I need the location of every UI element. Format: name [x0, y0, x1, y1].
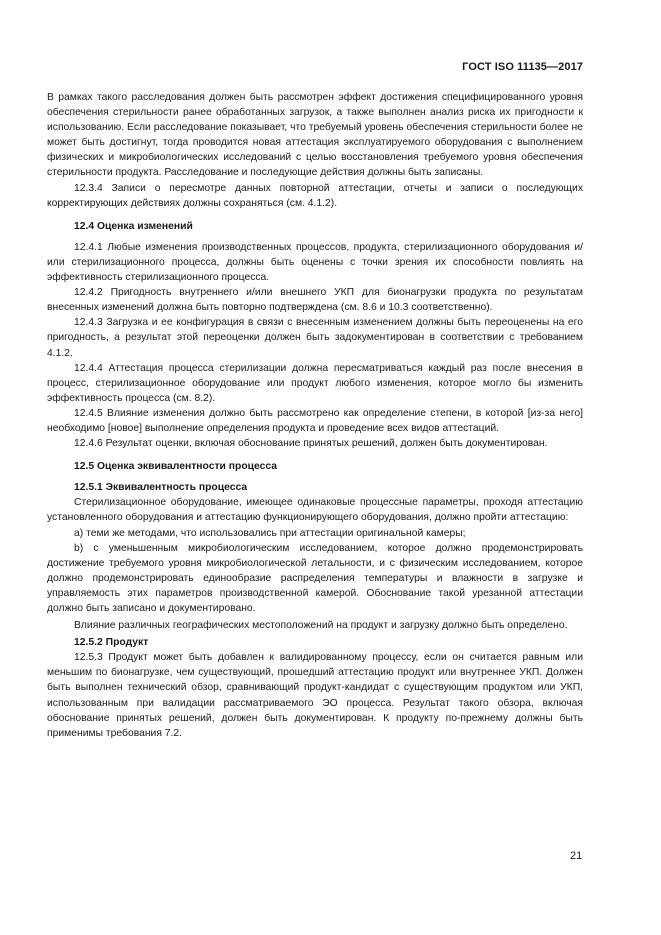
paragraph-equipment: Стерилизационное оборудование, имеющее одинаковые процессные параметры, проходя аттестацию установленного оборудования и аттестацию функционирующего оборудования, должно пройти аттестацию:	[47, 497, 583, 524]
list-item-b: b) с уменьшенным микробиологическим исследованием, которое должно продемонстрировать достижение требуемого уровня микробиологической летальности, и с физическим исследованием, которое должно продемонстрировать единообразие распределения температуры и влажности в загрузке и управляемость этих параметров производственной камерой. Обоснование такой урезанной аттестации должно быть записано и документировано.	[47, 542, 583, 614]
paragraph-12-4-3: 12.4.3 Загрузка и ее конфигурация в связи с внесенным изменением должны быть переоценены на его пригодность, а результат этой переоценки должен быть задокументирован в соответствии с требованием 4.1.2.	[47, 317, 583, 359]
paragraph-12-3-4: 12.3.4 Записи о пересмотре данных повторной аттестации, отчеты и записи о последующих корректирующих действиях должны сохраняться (см. 4.1.2).	[47, 182, 583, 209]
page-number: 21	[570, 850, 583, 862]
subsection-heading-12-5-1: 12.5.1 Эквивалентность процесса	[74, 482, 248, 494]
paragraph-investigation: В рамках такого расследования должен быть рассмотрен эффект достижения специфицированного уровня обеспечения стерильности ранее обработанных загрузок, а также выполнен анализ риска их пригодности к использованию. Если расследование показывает, что требуемый уровень обеспечения стерильности более не может быть достигнут, тогда проводится новая аттестация эксплуатируемого оборудования с выполнением физических и микробиологических исследований с целью восстановления требуемого уровня обеспечения стерильности продукта. Расследование и последующие действия должны быть записаны.	[47, 92, 583, 179]
paragraph-12-5-3: 12.5.3 Продукт может быть добавлен к валидированному процессу, если он считается равным или меньшим по бионагрузке, чем существующий, прошедший аттестацию продукт или внутреннее УКП. Должен быть выполнен технический обзор, сравнивающий продукт-кандидат с существующим продуктом или УКП, использованным при валидации рассматриваемого ЭО процесса. Результат такого обзора, включая обоснование принятых решений, должен быть документирован. К продукту по-прежнему должны быть применимы требования 7.2.	[47, 652, 583, 739]
document-body	[47, 90, 583, 741]
standard-designation: ГОСТ ISO 11135—2017	[462, 61, 583, 73]
list-item-a: a) теми же методами, что использовались при аттестации оригинальной камеры;	[74, 527, 466, 539]
paragraph-12-4-5: 12.4.5 Влияние изменения должно быть рассмотрено как определение степени, в которой [из-за него] необходимо [новое] выполнение определения продукта и проведение всех видов аттестаций.	[47, 407, 583, 434]
subsection-heading-12-5-2: 12.5.2 Продукт	[74, 637, 149, 649]
paragraph-geography: Влияние различных географических местоположений на продукт и загрузку должно быть определено.	[74, 620, 568, 632]
section-heading-12-5: 12.5 Оценка эквивалентности процесса	[74, 461, 278, 473]
paragraph-12-4-6: 12.4.6 Результат оценки, включая обоснование принятых решений, должен быть документирован.	[74, 438, 548, 450]
paragraph-12-4-2: 12.4.2 Пригодность внутреннего и/или внешнего УКП для бионагрузки продукта по результатам внесенных изменений должна быть повторно подтверждена (см. 8.6 и 10.3 соответственно).	[47, 287, 583, 314]
section-heading-12-4: 12.4 Оценка изменений	[74, 220, 193, 232]
paragraph-12-4-1: 12.4.1 Любые изменения производственных процессов, продукта, стерилизационного оборудования и/или стерилизационного процесса, должны быть оценены с точки зрения их способности повлиять на эффективность стерилизационного процесса.	[47, 241, 583, 284]
paragraph-12-4-4: 12.4.4 Аттестация процесса стерилизации должна пересматриваться каждый раз после внесения в процесс, стерилизационное оборудование или продукт любого изменения, которое могло бы изменить эффективность процесса (см. 8.2).	[47, 362, 583, 404]
